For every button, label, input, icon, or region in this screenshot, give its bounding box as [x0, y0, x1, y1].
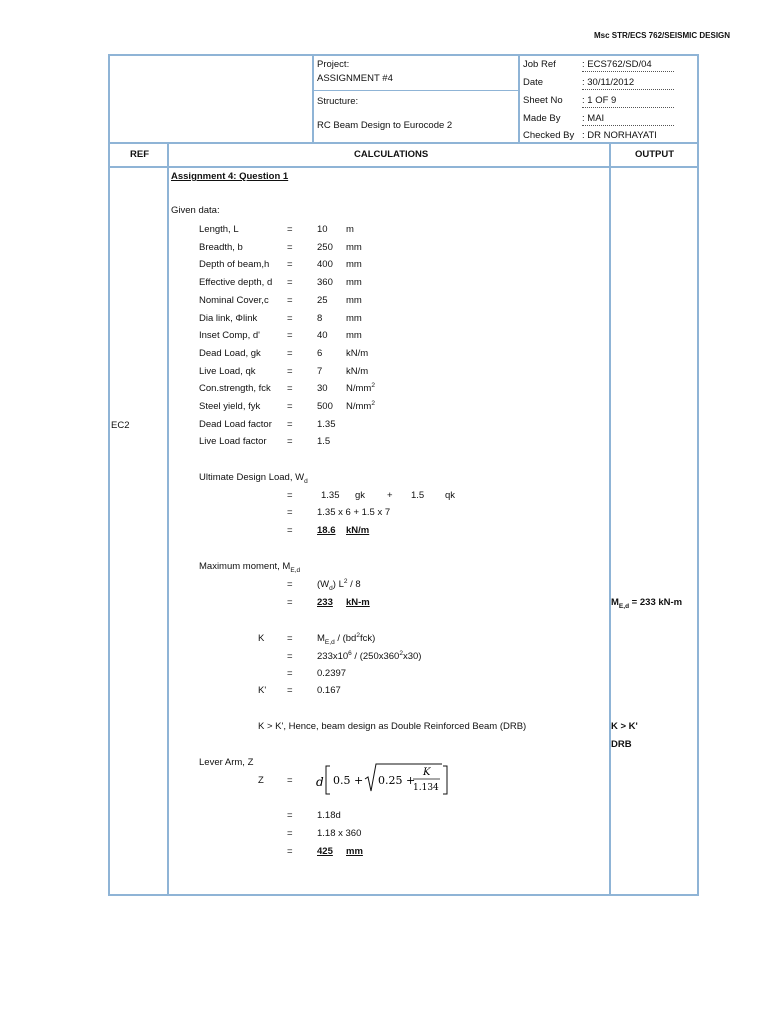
k-conclusion: K > K', Hence, beam design as Double Reinforced Beam (DRB) — [258, 721, 527, 732]
k-eq-2: = — [287, 651, 293, 662]
k-prime-label: K' — [258, 685, 267, 696]
date-underline — [582, 89, 674, 90]
col-header-ref: REF — [130, 149, 149, 160]
given-row-unit: kN/m — [346, 366, 369, 377]
moment-eq-2: = — [287, 597, 293, 608]
k-eq-3: = — [287, 668, 293, 679]
date-value: : 30/11/2012 — [582, 77, 635, 88]
frame-top — [108, 54, 699, 56]
moment-formula: $(W_d)$ $L^2 / 8$ — [317, 577, 361, 592]
formula-term-b: 0.25 + — [378, 774, 416, 787]
uls-plus: + — [387, 490, 393, 501]
sheet-underline — [582, 107, 674, 108]
given-row-unit: mm — [346, 295, 362, 306]
job-ref-underline — [582, 71, 674, 72]
given-row-name: Live Load factor — [199, 436, 267, 447]
formula-left-bracket — [326, 766, 330, 794]
given-row-unit: mm — [346, 259, 362, 270]
made-by-underline — [582, 125, 674, 126]
given-row-unit: mm — [346, 313, 362, 324]
uls-ll-factor: 1.5 — [411, 490, 425, 501]
k-eq-1: = — [287, 633, 293, 644]
moment-eq-1: = — [287, 579, 293, 590]
given-row-unit: kN/m — [346, 348, 369, 359]
ref-code: EC2 — [111, 420, 130, 431]
k-result: 0.2397 — [317, 668, 347, 679]
assignment-heading: Assignment 4: Question 1 — [171, 171, 289, 182]
given-row-name: Effective depth, d — [199, 277, 273, 288]
given-row-name: Inset Comp, d' — [199, 330, 260, 341]
sheet-value: : 1 OF 9 — [582, 95, 617, 106]
given-row-unit: mm — [346, 330, 362, 341]
given-row-eq: = — [287, 295, 293, 306]
given-row-name: Length, L — [199, 224, 239, 235]
given-row-name: Nominal Cover,c — [199, 295, 269, 306]
given-row-name: Breadth, b — [199, 242, 243, 253]
given-row-name: Depth of beam,h — [199, 259, 270, 270]
title-mid-rule — [312, 90, 520, 91]
given-row-name: Con.strength, fck — [199, 383, 271, 394]
uls-eq-2: = — [287, 507, 293, 518]
page-header: Msc STR/ECS 762/SEISMIC DESIGN — [594, 31, 731, 40]
k-formula: $M_{E,d} / (bd^2fck)$ — [317, 631, 376, 646]
given-row-eq: = — [287, 224, 293, 235]
given-row-value: 40 — [317, 330, 328, 341]
uls-qk: qk — [445, 490, 456, 501]
project-label: Project: — [317, 59, 350, 70]
given-row-eq: = — [287, 401, 293, 412]
formula-term-a: 0.5 + — [333, 774, 364, 787]
given-row-value: 6 — [317, 348, 323, 359]
given-row-value: 360 — [317, 277, 333, 288]
uls-eq-1: = — [287, 490, 293, 501]
project-value: ASSIGNMENT #4 — [317, 73, 393, 84]
lever-eq-2: = — [287, 828, 293, 839]
formula-numerator: K — [423, 767, 431, 778]
given-row-eq: = — [287, 313, 293, 324]
given-row-value: 8 — [317, 313, 323, 324]
col-divider-output — [609, 142, 611, 896]
given-row-eq: = — [287, 259, 293, 270]
lever-result-unit: mm — [346, 846, 363, 857]
title-divider-right — [518, 54, 520, 143]
k-substitution: $233x10^6 / (250x360^2x30)$ — [317, 649, 422, 662]
title-divider-left — [312, 54, 314, 143]
given-row-value: 7 — [317, 366, 323, 377]
k-label: K — [258, 633, 265, 644]
given-row-value: 500 — [317, 401, 333, 412]
given-row-value: 250 — [317, 242, 333, 253]
output-med: $M_{E,d} = 233$ kN-m — [611, 597, 683, 610]
given-row-name: Dead Load factor — [199, 419, 272, 430]
lever-eq-3: = — [287, 846, 293, 857]
formula-d: d — [316, 775, 324, 789]
lever-arm-label: Lever Arm, Z — [199, 757, 254, 768]
lever-result-value: 425 — [317, 846, 333, 857]
given-row-unit: $N/mm^2$ — [346, 381, 375, 394]
given-row-name: Dead Load, gk — [199, 348, 261, 359]
given-row-value: 1.35 — [317, 419, 336, 430]
given-row-eq: = — [287, 277, 293, 288]
given-row-eq: = — [287, 330, 293, 341]
z-eq: = — [287, 775, 293, 786]
given-row-name: Dia link, Φlink — [199, 313, 258, 324]
given-row-name: Live Load, qk — [199, 366, 256, 377]
output-drb: DRB — [611, 739, 632, 750]
structure-label: Structure: — [317, 96, 359, 107]
uls-result-value: 18.6 — [317, 525, 336, 536]
given-row-value: 10 — [317, 224, 328, 235]
col-header-calculations: CALCULATIONS — [354, 149, 429, 160]
formula-denominator: 1.134 — [413, 783, 439, 793]
structure-value: RC Beam Design to Eurocode 2 — [317, 120, 453, 131]
moment-result-value: 233 — [317, 597, 333, 608]
given-row-eq: = — [287, 436, 293, 447]
given-row-value: 30 — [317, 383, 328, 394]
given-row-value: 1.5 — [317, 436, 331, 447]
made-by-value: : MAI — [582, 113, 605, 124]
checked-by-label: Checked By — [523, 130, 575, 141]
uls-substitution: 1.35 x 6 + 1.5 x 7 — [317, 507, 391, 518]
moment-result-unit: kN-m — [346, 597, 370, 608]
given-row-unit: m — [346, 224, 354, 235]
uls-dl-factor: 1.35 — [321, 490, 340, 501]
k-prime-eq: = — [287, 685, 293, 696]
checked-by-value: : DR NORHAYATI — [582, 130, 657, 141]
given-row-eq: = — [287, 366, 293, 377]
given-row-eq: = — [287, 242, 293, 253]
lever-step-1: 1.18d — [317, 810, 341, 821]
uls-gk: gk — [355, 490, 366, 501]
job-ref-value: : ECS762/SD/04 — [582, 59, 652, 70]
given-row-unit: mm — [346, 242, 362, 253]
uls-result-unit: kN/m — [346, 525, 370, 536]
k-prime-value: 0.167 — [317, 685, 341, 696]
col-divider-ref — [167, 142, 169, 896]
frame-right — [697, 54, 699, 896]
uls-label: Ultimate Design Load, $W_d$ — [199, 472, 308, 485]
z-label: Z — [258, 775, 264, 786]
moment-label: Maximum moment, $M_{E,d}$ — [199, 561, 301, 574]
given-row-unit: mm — [346, 277, 362, 288]
given-row-name: Steel yield, fyk — [199, 401, 261, 412]
output-k-comparison: K > K' — [611, 721, 638, 732]
frame-left — [108, 54, 110, 896]
given-row-eq: = — [287, 383, 293, 394]
lever-step-2: 1.18 x 360 — [317, 828, 362, 839]
lever-eq-1: = — [287, 810, 293, 821]
col-header-output: OUTPUT — [635, 149, 675, 160]
given-data-label: Given data: — [171, 205, 220, 216]
given-row-value: 400 — [317, 259, 333, 270]
date-label: Date — [523, 77, 544, 88]
formula-right-bracket — [443, 766, 447, 794]
made-by-label: Made By — [523, 113, 561, 124]
uls-eq-3: = — [287, 525, 293, 536]
given-row-eq: = — [287, 419, 293, 430]
given-row-value: 25 — [317, 295, 328, 306]
lever-arm-formula — [312, 760, 452, 800]
given-row-eq: = — [287, 348, 293, 359]
sheet-label: Sheet No — [523, 95, 563, 106]
job-ref-label: Job Ref — [523, 59, 556, 70]
given-row-unit: $N/mm^2$ — [346, 399, 375, 412]
